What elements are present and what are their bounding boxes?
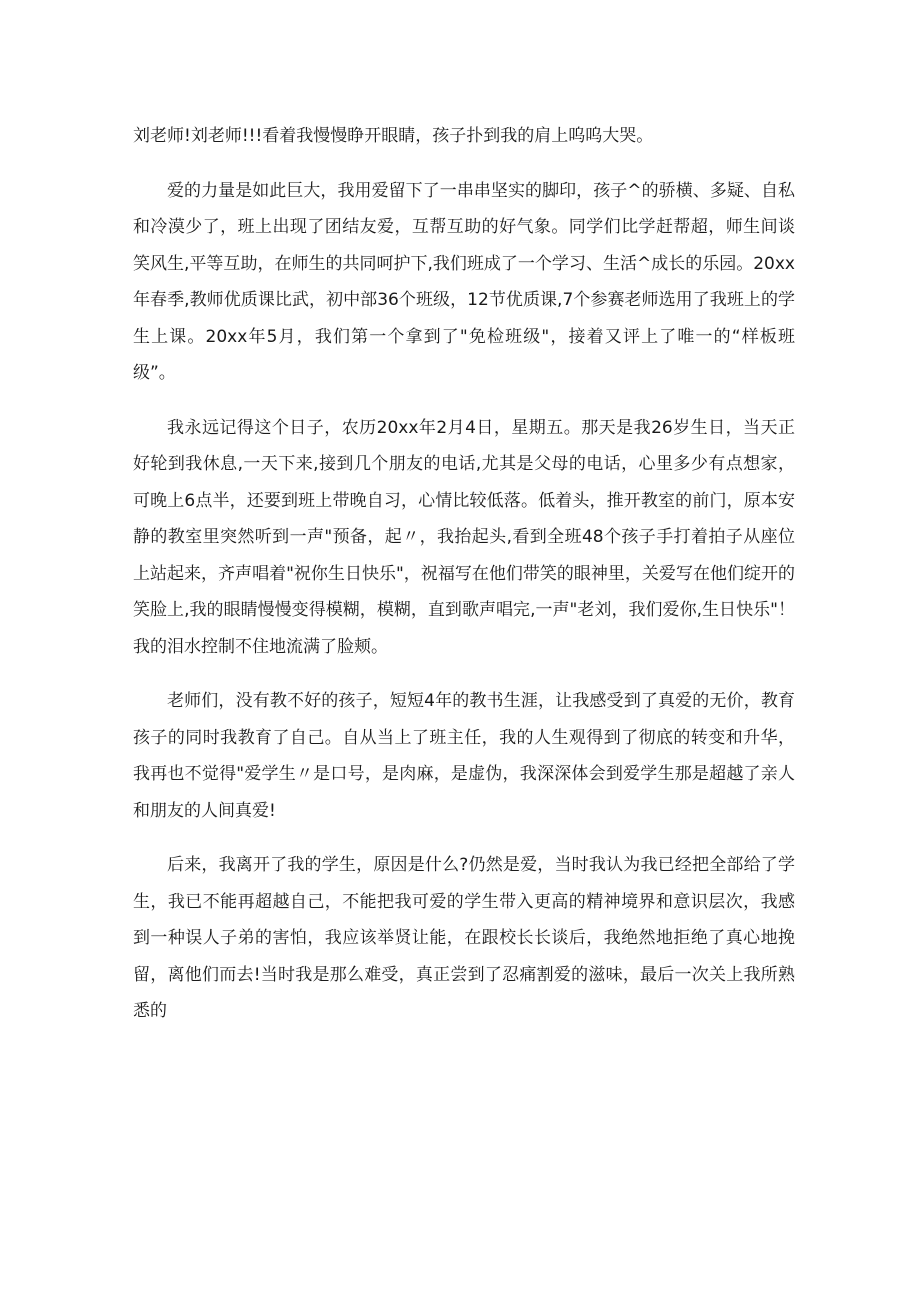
paragraph-1: 刘老师!刘老师!!!看着我慢慢睁开眼睛，孩子扑到我的肩上呜呜大哭。 <box>133 126 654 146</box>
paragraph-5: 后来，我离开了我的学生，原因是什么?仍然是爱，当时我认为我已经把全部给了学生，我已不能再超越自己，不能把我可爱的学生带入更高的精神境界和意识层次，我感到一种误人子弟的害怕，我应该举贤让能，在跟校长长谈后，我绝然地拒绝了真心地挽留，离他们而去!当时我是那么难受，真正尝到了忍痛割爱的滋味，最后一次关上我所熟悉的 <box>133 855 795 1021</box>
document-body <box>133 118 795 1048</box>
paragraph-2: 爱的力量是如此巨大，我用爱留下了一串串坚实的脚印，孩子^的骄横、多疑、自私和冷漠少了，班上出现了团结友爱，互帮互助的好气象。同学们比学赶帮超，师生间谈笑风生,平等互助，在师生的共同呵护下,我们班成了一个学习、生活^成长的乐园。20xx年春季,教师优质课比武，初中部36个班级，12节优质课,7个参赛老师选用了我班上的学生上课。20xx年5月，我们第一个拿到了"免检班级"，接着又评上了唯一的“样板班级”。 <box>133 180 795 383</box>
paragraph-3: 我永远记得这个日子，农历20xx年2月4日，星期五。那天是我26岁生日，当天正好轮到我休息,一天下来,接到几个朋友的电话,尤其是父母的电话，心里多少有点想家，可晚上6点半，还要到班上带晚自习，心情比较低落。低着头，推开教室的前门，原本安静的教室里突然听到一声"预备，起〃，我抬起头,看到全班48个孩子手打着拍子从座位上站起来，齐声唱着"祝你生日快乐"，祝福写在他们带笑的眼神里，关爱写在他们绽开的笑脸上,我的眼睛慢慢变得模糊，模糊，直到歌声唱完,一声"老刘，我们爱你,生日快乐"！我的泪水控制不住地流满了脸颊。 <box>133 417 795 657</box>
paragraph-4: 老师们，没有教不好的孩子，短短4年的教书生涯，让我感受到了真爱的无价，教育孩子的同时我教育了自己。自从当上了班主任，我的人生观得到了彻底的转变和升华，我再也不觉得"爱学生〃是口号，是肉麻，是虚伪，我深深体会到爱学生那是超越了亲人和朋友的人间真爱! <box>133 691 795 821</box>
